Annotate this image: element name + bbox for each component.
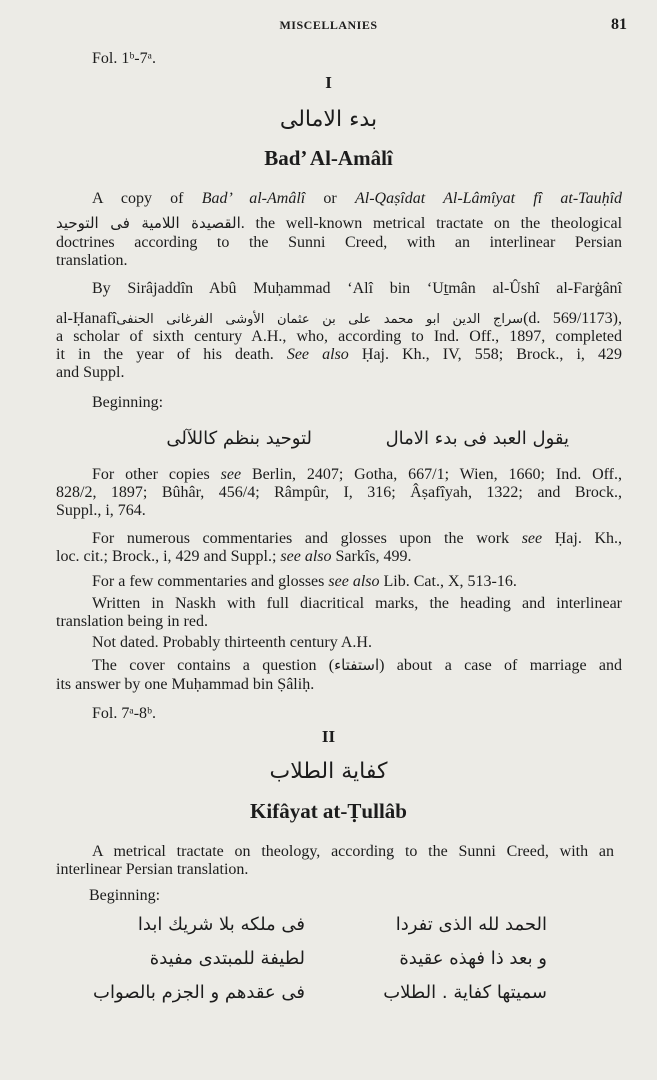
desc1-line2 xyxy=(56,213,622,234)
text-run: Ḥaj. Kh., xyxy=(542,530,623,547)
text-run: (d. 569/1173), xyxy=(523,310,622,327)
italic-run: see also xyxy=(328,573,380,590)
cover-line1 xyxy=(92,655,622,676)
text-run: The cover contains a question ( xyxy=(92,657,335,674)
verse-2-left: لطيفة للمبتدى مفيدة xyxy=(149,948,305,969)
text-run: Ḥaj. Kh., IV, 558; Brock., i, 429 xyxy=(348,346,623,363)
text-run: A copy of xyxy=(92,190,202,207)
beginning-verse-left: لتوحيد بنظم كاللآلى xyxy=(166,428,312,449)
verse-2-right: و بعد ذا فهذه عقيدة xyxy=(399,948,547,969)
italic-run: see also xyxy=(280,548,332,565)
text-run: Sarkîs, 499. xyxy=(331,548,412,565)
text-run: al-Ḥanafî xyxy=(56,310,117,327)
text-run: For a few commentaries and glosses xyxy=(92,573,329,590)
italic-run: see xyxy=(521,530,543,547)
running-title: MISCELLANIES xyxy=(279,18,378,32)
beginning-label-2: Beginning: xyxy=(89,887,161,904)
dating-note: Not dated. Probably thirteenth century A.H. xyxy=(92,634,372,651)
alt-title-italic: Al-Qaṣîdat Al-Lâmîyat fî at-Tauḥîd xyxy=(354,190,623,207)
copies-line3: Suppl., i, 764. xyxy=(56,502,146,519)
arabic-inline: استفتاء xyxy=(334,656,380,674)
copies-line2: 828/2, 1897; Bûhâr, 456/4; Râmpûr, I, 316; Âṣafîyah, 1322; and Brock., xyxy=(56,484,622,501)
section-number-1: I xyxy=(325,73,332,92)
section-title-1: Bad’ Al-Amâlî xyxy=(264,146,393,170)
beginning-label-1: Beginning: xyxy=(92,394,164,411)
text-run: ) about a case of marriage and xyxy=(379,657,623,674)
section-number-2: II xyxy=(321,727,336,746)
text-run: Lib. Cat., X, 513-16. xyxy=(379,573,517,590)
author-line5: and Suppl. xyxy=(56,364,125,381)
desc2-line1: A metrical tractate on theology, according to the Sunni Creed, with an xyxy=(92,843,614,860)
italic-run: See also xyxy=(286,346,349,363)
arabic-inline: سراج الدين ابو محمد على بن عثمان الأوشى الفرغانى الحنفى xyxy=(116,312,524,327)
verse-3-right: سميتها كفاية . الطلاب xyxy=(383,982,547,1003)
cover-line2: its answer by one Muḥammad bin Ṣâliḥ. xyxy=(56,676,315,693)
author-line3: a scholar of sixth century A.H., who, according to Ind. Off., 1897, completed xyxy=(56,328,622,345)
desc1-line3: doctrines according to the Sunni Creed, with an interlinear Persian xyxy=(56,234,622,251)
commentaries-line1 xyxy=(92,529,622,549)
desc1-line4: translation. xyxy=(56,252,128,269)
beginning-verse-right: يقول العبد فى بدء الامال xyxy=(385,428,569,449)
text-run: For numerous commentaries and glosses upon the work xyxy=(92,530,522,547)
verse-1-left: فى ملكه بلا شريك ابدا xyxy=(137,914,305,935)
author-line1: By Sirâjaddîn Abû Muḥammad ‘Alî bin ‘Uṯmân al-Ûshî al-Farġânî xyxy=(92,280,622,297)
verse-3-left: فى عقدهم و الجزم بالصواب xyxy=(93,982,305,1003)
commentaries-line2 xyxy=(56,547,412,567)
copies-line1 xyxy=(92,465,622,485)
arabic-title-2: كفاية الطلاب xyxy=(269,759,388,784)
text-run: Berlin, 2407; Gotha, 667/1; Wien, 1660; Ind. Off., xyxy=(241,466,623,483)
text-run: it in the year of his death. xyxy=(56,346,287,363)
arabic-title-1: بدء الامالى xyxy=(279,107,378,132)
verse-1-right: الحمد لله الذى تفردا xyxy=(395,914,547,935)
folio-ref-1: Fol. 1ᵇ-7ᵃ. xyxy=(92,50,156,67)
text-run: loc. cit.; Brock., i, 429 and Suppl.; xyxy=(56,548,281,565)
desc1-line1 xyxy=(92,189,622,209)
arabic-inline: القصيدة اللامية فى التوحيد xyxy=(56,214,241,232)
folio-ref-2: Fol. 7ᵃ-8ᵇ. xyxy=(92,705,156,722)
text-run: For other copies xyxy=(92,466,221,483)
page-number: 81 xyxy=(611,16,627,33)
section-title-2: Kifâyat at-Ṭullâb xyxy=(250,799,407,823)
commentaries-few xyxy=(92,572,517,592)
italic-run: see xyxy=(220,466,242,483)
author-line4 xyxy=(56,345,622,365)
written-line2: translation being in red. xyxy=(56,613,208,630)
text-run: or xyxy=(305,190,355,207)
written-line1: Written in Naskh with full diacritical marks, the heading and interlinear xyxy=(92,595,622,612)
title-italic: Bad’ al-Amâlî xyxy=(201,190,306,207)
text-run: . the well-known metrical tractate on the theological xyxy=(240,215,623,232)
desc2-line2: interlinear Persian translation. xyxy=(56,861,249,878)
